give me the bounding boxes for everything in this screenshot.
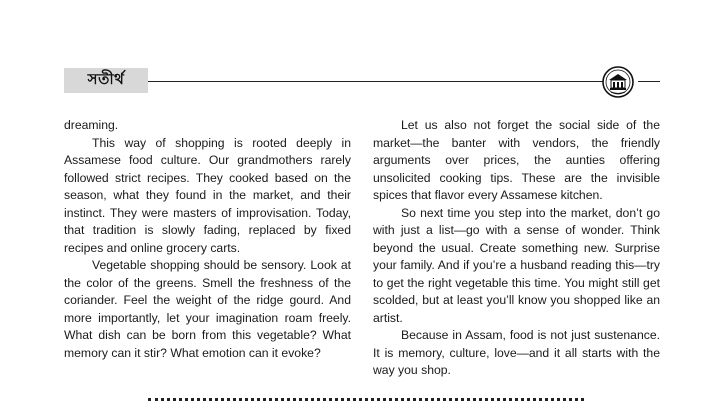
paragraph: Because in Assam, food is not just sustenance. It is memory, culture, love—and it all starts with the way you shop. xyxy=(373,328,660,377)
header-rule xyxy=(148,81,608,82)
section-title: সতীর্থ xyxy=(64,68,148,93)
paragraph: Vegetable shopping should be sensory. Look at the color of the greens. Smell the freshness of the coriander. Feel the weight of the ridge gourd. And more importantly, let your imagination roam freely. What dish can be born from this vegetable? What memory can it stir? What emotion can it evoke? xyxy=(64,258,351,360)
article-column-left xyxy=(64,117,351,362)
footer-dotted-rule xyxy=(148,398,584,405)
paragraph: So next time you step into the market, don’t go with just a list—go with a sense of wonder. Think beyond the usual. Create something new. Surprise your family. And if you’re a husband reading this—try to get the right vegetable this time. You might still get scolded, but at least you’ll know you shopped like an artist. xyxy=(373,205,660,325)
paragraph: dreaming. xyxy=(64,118,119,132)
header-rule-end xyxy=(638,81,660,82)
paragraph: Let us also not forget the social side of the market—the banter with vendors, the friendly arguments over prices, the aunties offering unsolicited cooking tips. These are the invisible spices that flavor every Assamese kitchen. xyxy=(373,118,660,202)
page-header xyxy=(64,68,660,96)
article-column-right xyxy=(373,117,660,380)
paragraph: This way of shopping is rooted deeply in Assamese food culture. Our grandmothers rarely followed strict recipes. They cooked based on the season, what they found in the market, and their instinct. They were masters of improvisation. Today, that tradition is slowly fading, replaced by fixed recipes and online grocery carts. xyxy=(64,135,351,255)
school-emblem-icon xyxy=(602,66,634,98)
